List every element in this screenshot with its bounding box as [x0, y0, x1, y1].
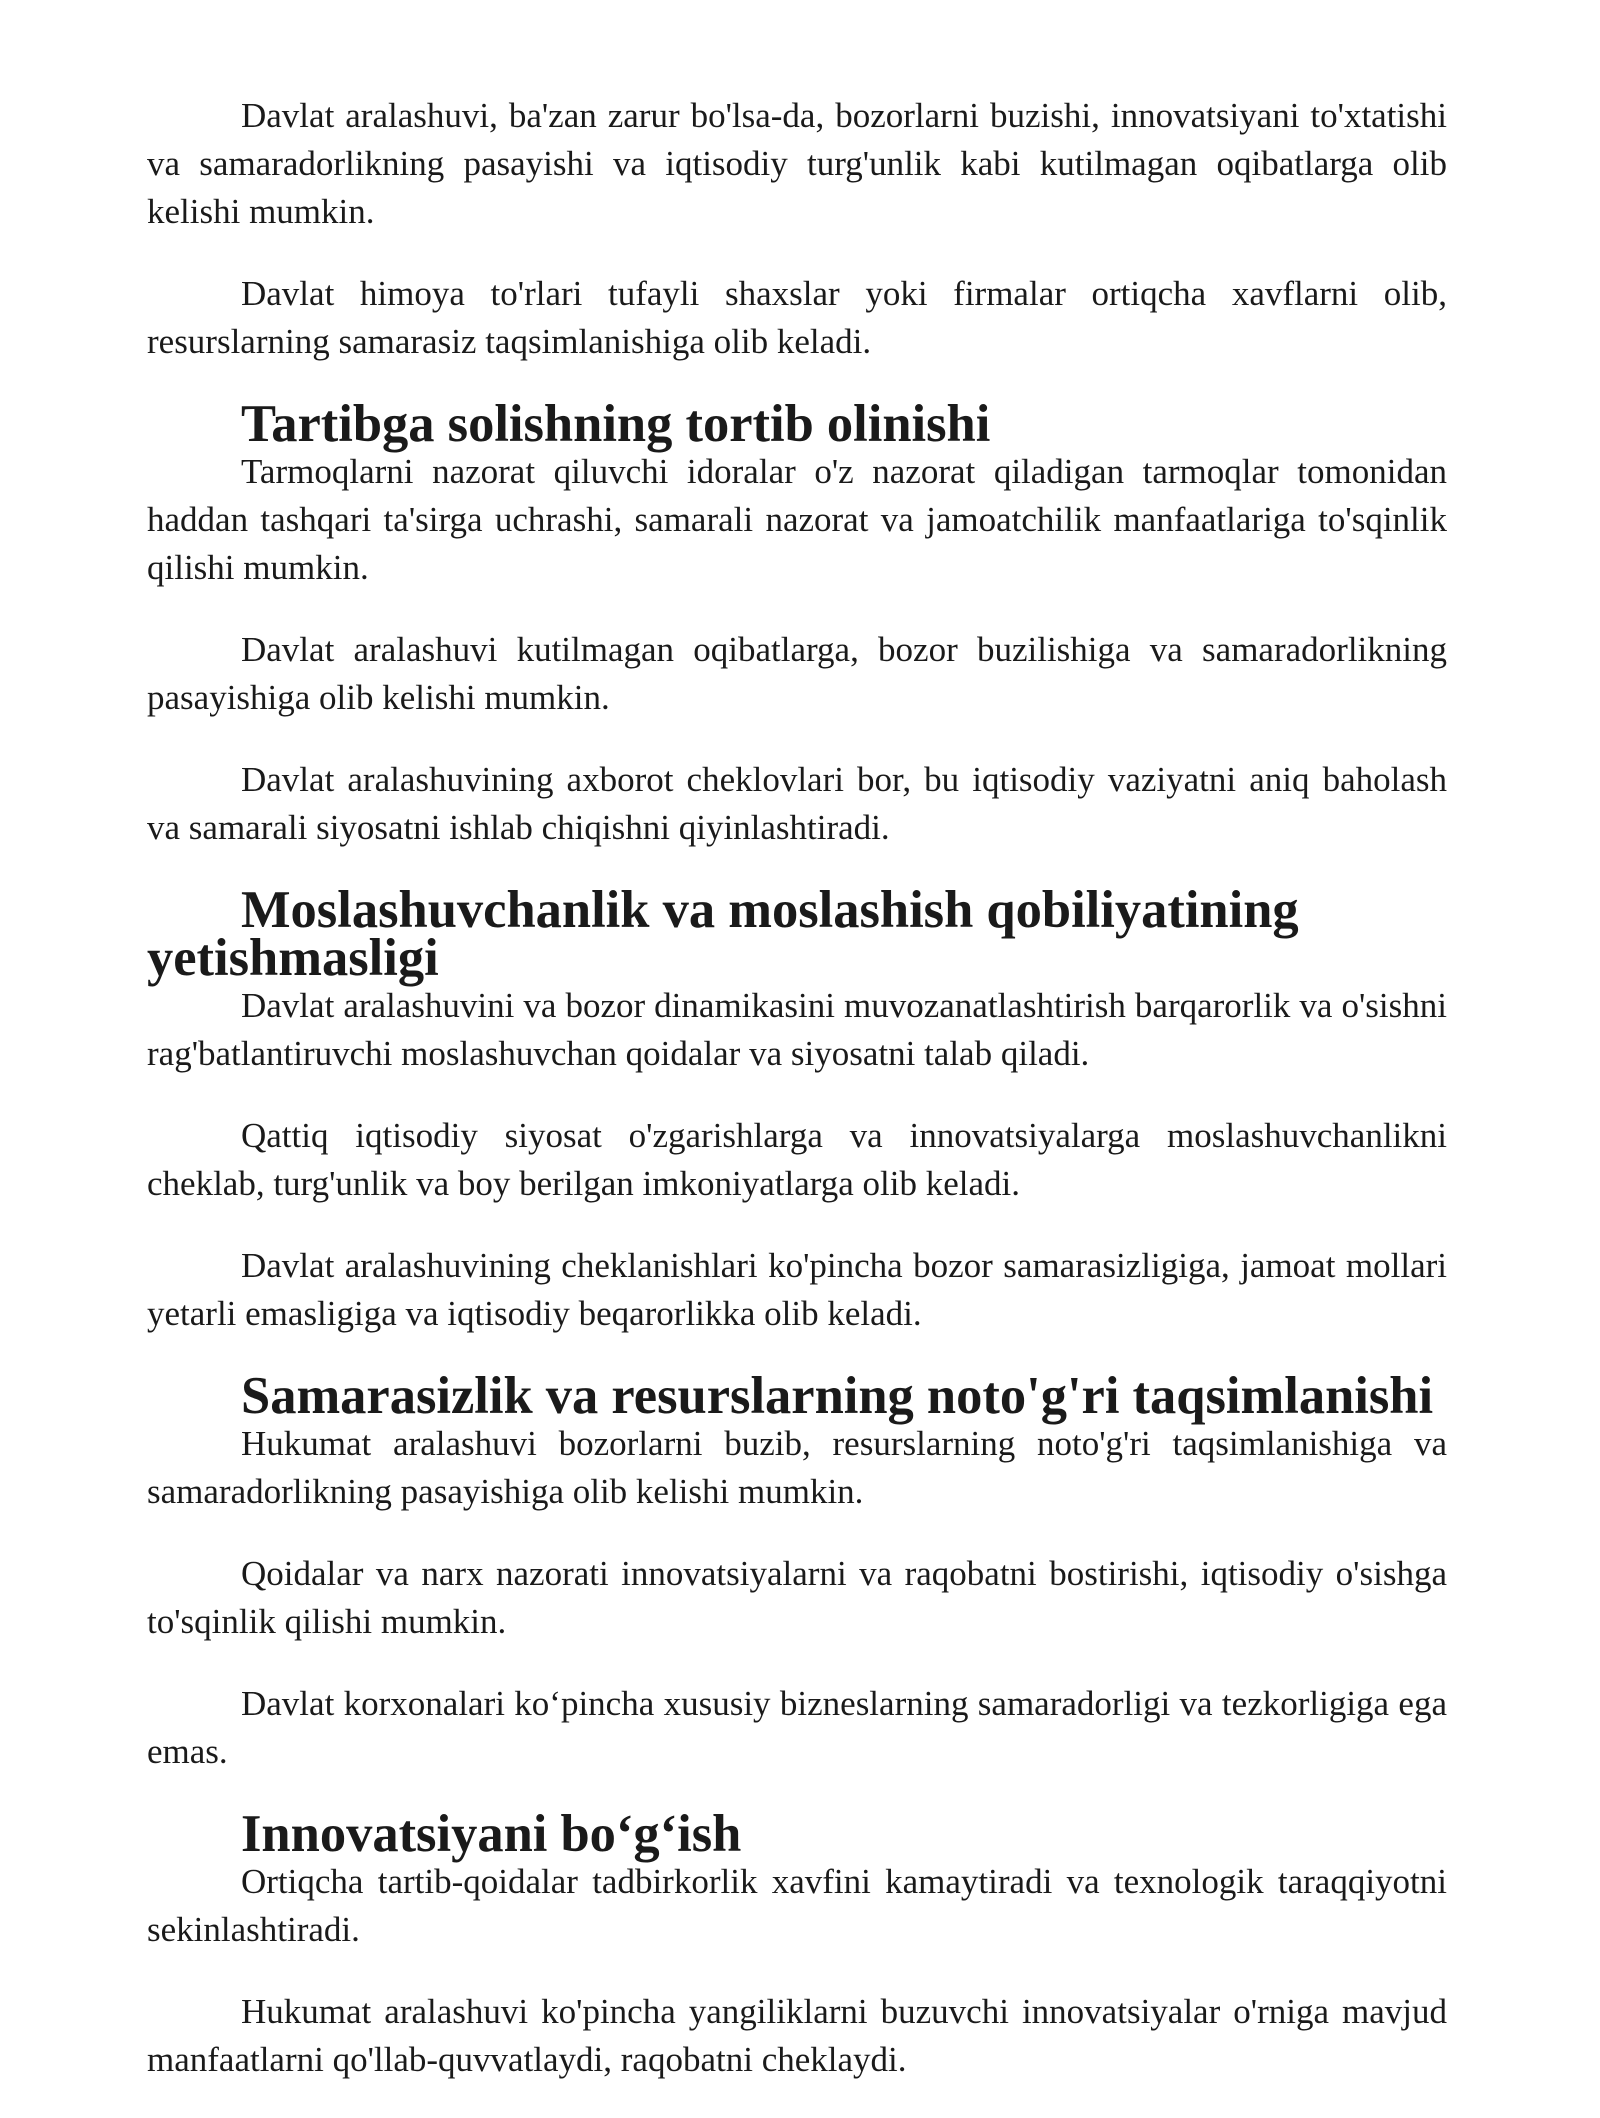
paragraph: Ortiqcha tartib-qoidalar tadbirkorlik xavfini kamaytiradi va texnologik taraqqiyotni sekinlashtiradi. [147, 1862, 1447, 1949]
paragraph: Hukumat aralashuvi ko'pincha yangiliklarni buzuvchi innovatsiyalar o'rniga mavjud manfaatlarni qo'llab-quvvatlaydi, raqobatni cheklaydi. [147, 1992, 1447, 2079]
section-flexibility [147, 881, 1447, 1338]
section-heading: Innovatsiyani bo‘g‘ish [241, 1805, 742, 1863]
paragraph: Davlat korxonalari ko‘pincha xususiy bizneslarning samaradorligi va tezkorligiga ega emas. [147, 1684, 1447, 1771]
section-heading: Samarasizlik va resurslarning noto'g'ri taqsimlanishi [241, 1367, 1434, 1425]
section-heading: Tartibga solishning tortib olinishi [241, 395, 991, 453]
document-page [147, 92, 1447, 2118]
section-inefficiency [147, 1367, 1447, 1776]
paragraph: Davlat aralashuvi, ba'zan zarur bo'lsa-da, bozorlarni buzishi, innovatsiyani to'xtatishi va samaradorlikning pasayishi va iqtisodiy turg'unlik kabi kutilmagan oqibatlarga olib kelishi mumkin. [147, 96, 1447, 231]
paragraph: Tarmoqlarni nazorat qiluvchi idoralar o'z nazorat qiladigan tarmoqlar tomonidan haddan tashqari ta'sirga uchrashi, samarali nazorat va jamoatchilik manfaatlariga to'sqinlik qilishi mumkin. [147, 452, 1447, 587]
section-innovation [147, 1805, 1447, 2084]
section-regulatory-capture [147, 395, 1447, 852]
paragraph: Qattiq iqtisodiy siyosat o'zgarishlarga va innovatsiyalarga moslashuvchanlikni cheklab, turg'unlik va boy berilgan imkoniyatlarga olib keladi. [147, 1116, 1447, 1203]
paragraph: Davlat aralashuvining axborot cheklovlari bor, bu iqtisodiy vaziyatni aniq baholash va samarali siyosatni ishlab chiqishni qiyinlashtiradi. [147, 760, 1447, 847]
paragraph: Qoidalar va narx nazorati innovatsiyalarni va raqobatni bostirishi, iqtisodiy o'sishga to'sqinlik qilishi mumkin. [147, 1554, 1447, 1641]
paragraph: Davlat himoya to'rlari tufayli shaxslar yoki firmalar ortiqcha xavflarni olib, resurslarning samarasiz taqsimlanishiga olib keladi. [147, 274, 1447, 361]
paragraph: Davlat aralashuvini va bozor dinamikasini muvozanatlashtirish barqarorlik va o'sishni rag'batlantiruvchi moslashuvchan qoidalar va siyosatni talab qiladi. [147, 986, 1447, 1073]
paragraph: Hukumat aralashuvi bozorlarni buzib, resurslarning noto'g'ri taqsimlanishiga va samaradorlikning pasayishiga olib kelishi mumkin. [147, 1424, 1447, 1511]
paragraph: Davlat aralashuvining cheklanishlari ko'pincha bozor samarasizligiga, jamoat mollari yetarli emasligiga va iqtisodiy beqarorlikka olib keladi. [147, 1246, 1447, 1333]
paragraph: Davlat aralashuvi kutilmagan oqibatlarga, bozor buzilishiga va samaradorlikning pasayishiga olib kelishi mumkin. [147, 630, 1447, 717]
section-heading: Moslashuvchanlik va moslashish qobiliyatining yetishmasligi [147, 881, 1299, 987]
